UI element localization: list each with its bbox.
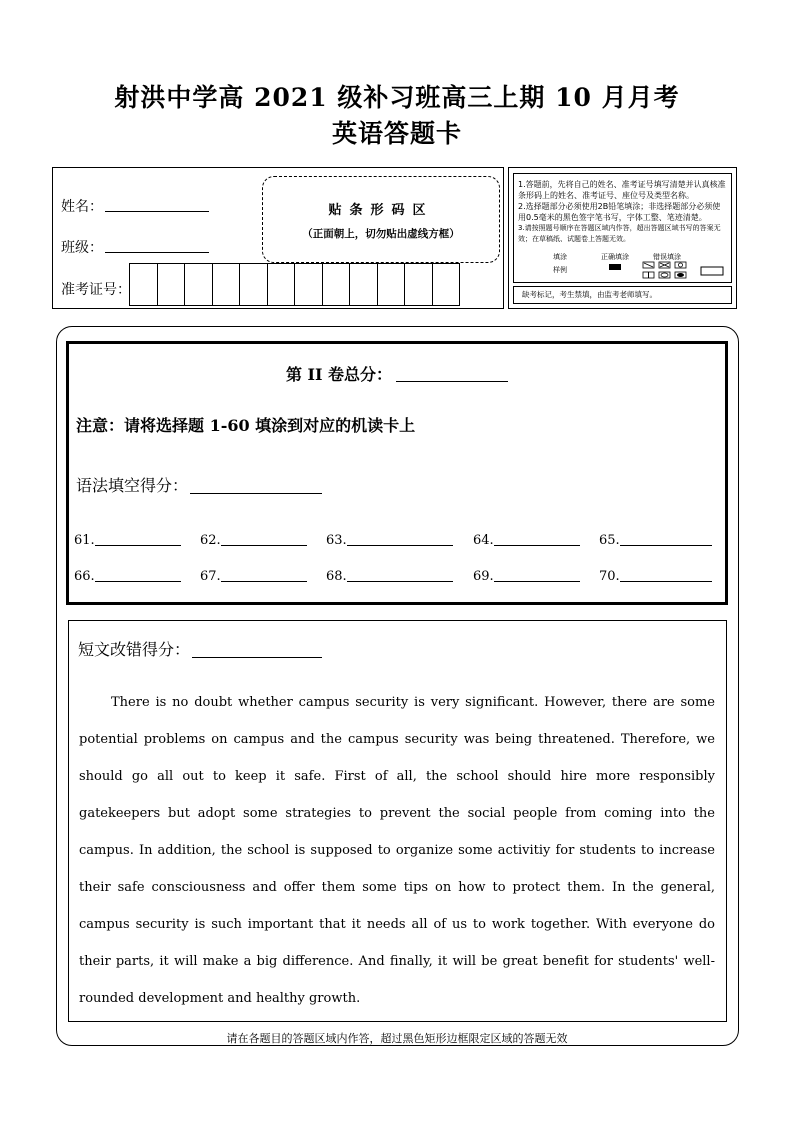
student-info-box: [52, 167, 504, 309]
missing-exam-note: 缺考标记，考生禁填，由监考老师填写。: [513, 286, 732, 304]
barcode-zone: [262, 176, 500, 263]
correction-score: [78, 637, 322, 660]
correction-score-field[interactable]: [192, 657, 322, 658]
barcode-subtitle: （正面朝上，切勿贴出虚线方框）: [302, 228, 460, 240]
grammar-score-label: 语法填空得分：: [76, 476, 189, 495]
blank-number: 69.: [473, 569, 494, 584]
missing-mark-box[interactable]: [701, 267, 723, 275]
correction-score-label: 短文改错得分：: [78, 640, 191, 659]
barcode-title: 贴条形码区: [328, 203, 434, 218]
sample-label: 样例: [553, 266, 567, 274]
blank-number: 68.: [326, 569, 347, 584]
blank-number: 61.: [74, 533, 95, 548]
blank-number: 67.: [200, 569, 221, 584]
blank-64[interactable]: [473, 533, 580, 548]
correction-passage[interactable]: There is no doubt whether campus security is very significant. However, there are some potential problems on campus and the campus security was being threatened. Therefore, we should go all out to keep it safe. First of all, the school should hire more responsibly gatekeepers but adopt some strategies to prevent the social people from coming into the campus. In addition, the school is supposed to organize some activitiy for students to increase their safe consciousness and offer them some tips on how to protect them. In the general, campus security is such important that it needs all of us to work together. With everyone do their parts, it will make a big difference. And finally, it will be great benefit for students' well-rounded development and healthy growth.: [79, 695, 715, 1006]
name-field[interactable]: [105, 211, 209, 212]
fill-sample-legend: [513, 250, 732, 282]
grammar-score: [76, 473, 322, 496]
wrong-label: 错误填涂: [653, 253, 681, 261]
instruction-item: 2.选择题部分必须使用2B铅笔填涂；非选择题部分必须使用0.5毫米的黑色签字笔书写，字体工整、笔迹清楚。: [518, 202, 721, 222]
fill-label: 填涂: [553, 253, 567, 261]
blank-66[interactable]: [74, 569, 181, 584]
class-label: 班级：: [61, 240, 103, 256]
footer-note: 请在各题目的答题区域内作答，超过黑色矩形边框限定区域的答题无效: [226, 1032, 568, 1045]
page-subtitle: 英语答题卡: [331, 119, 462, 148]
blank-number: 66.: [74, 569, 95, 584]
page-title: 射洪中学高 2021 级补习班高三上期 10 月月考: [114, 83, 680, 112]
instruction-item: 3.请按照题号顺序在答题区域内作答，超出答题区域书写的答案无效；在草稿纸、试题卷上答题无效。: [518, 224, 721, 243]
section2-total-field[interactable]: [396, 381, 508, 382]
correct-label: 正确填涂: [601, 253, 629, 261]
blank-68[interactable]: [326, 569, 453, 584]
blank-67[interactable]: [200, 569, 307, 584]
blank-70[interactable]: [599, 569, 712, 584]
blank-number: 63.: [326, 533, 347, 548]
blank-number: 62.: [200, 533, 221, 548]
grammar-score-field[interactable]: [190, 493, 322, 494]
instruction-item: 1.答题前，先将自己的姓名、准考证号填写清楚并认真核准条形码上的姓名、准考证号、座位号及类型名称。: [518, 180, 726, 200]
instructions-box: [508, 167, 737, 309]
section2-total-label: 第 II 卷总分：: [285, 365, 393, 384]
class-field[interactable]: [105, 252, 209, 253]
blank-61[interactable]: [74, 533, 181, 548]
name-label: 姓名：: [61, 199, 103, 215]
blank-69[interactable]: [473, 569, 580, 584]
blank-63[interactable]: [326, 533, 453, 548]
blank-number: 64.: [473, 533, 494, 548]
section2-total: [0, 362, 794, 385]
exam-number-grid[interactable]: [130, 263, 460, 306]
blank-65[interactable]: [599, 533, 712, 548]
blank-number: 65.: [599, 533, 620, 548]
exam-no-label: 准考证号：: [61, 282, 131, 298]
section2-note: 注意：请将选择题 1-60 填涂到对应的机读卡上: [76, 416, 416, 435]
correct-mark-icon: [609, 264, 621, 270]
blank-number: 70.: [599, 569, 620, 584]
blank-62[interactable]: [200, 533, 307, 548]
